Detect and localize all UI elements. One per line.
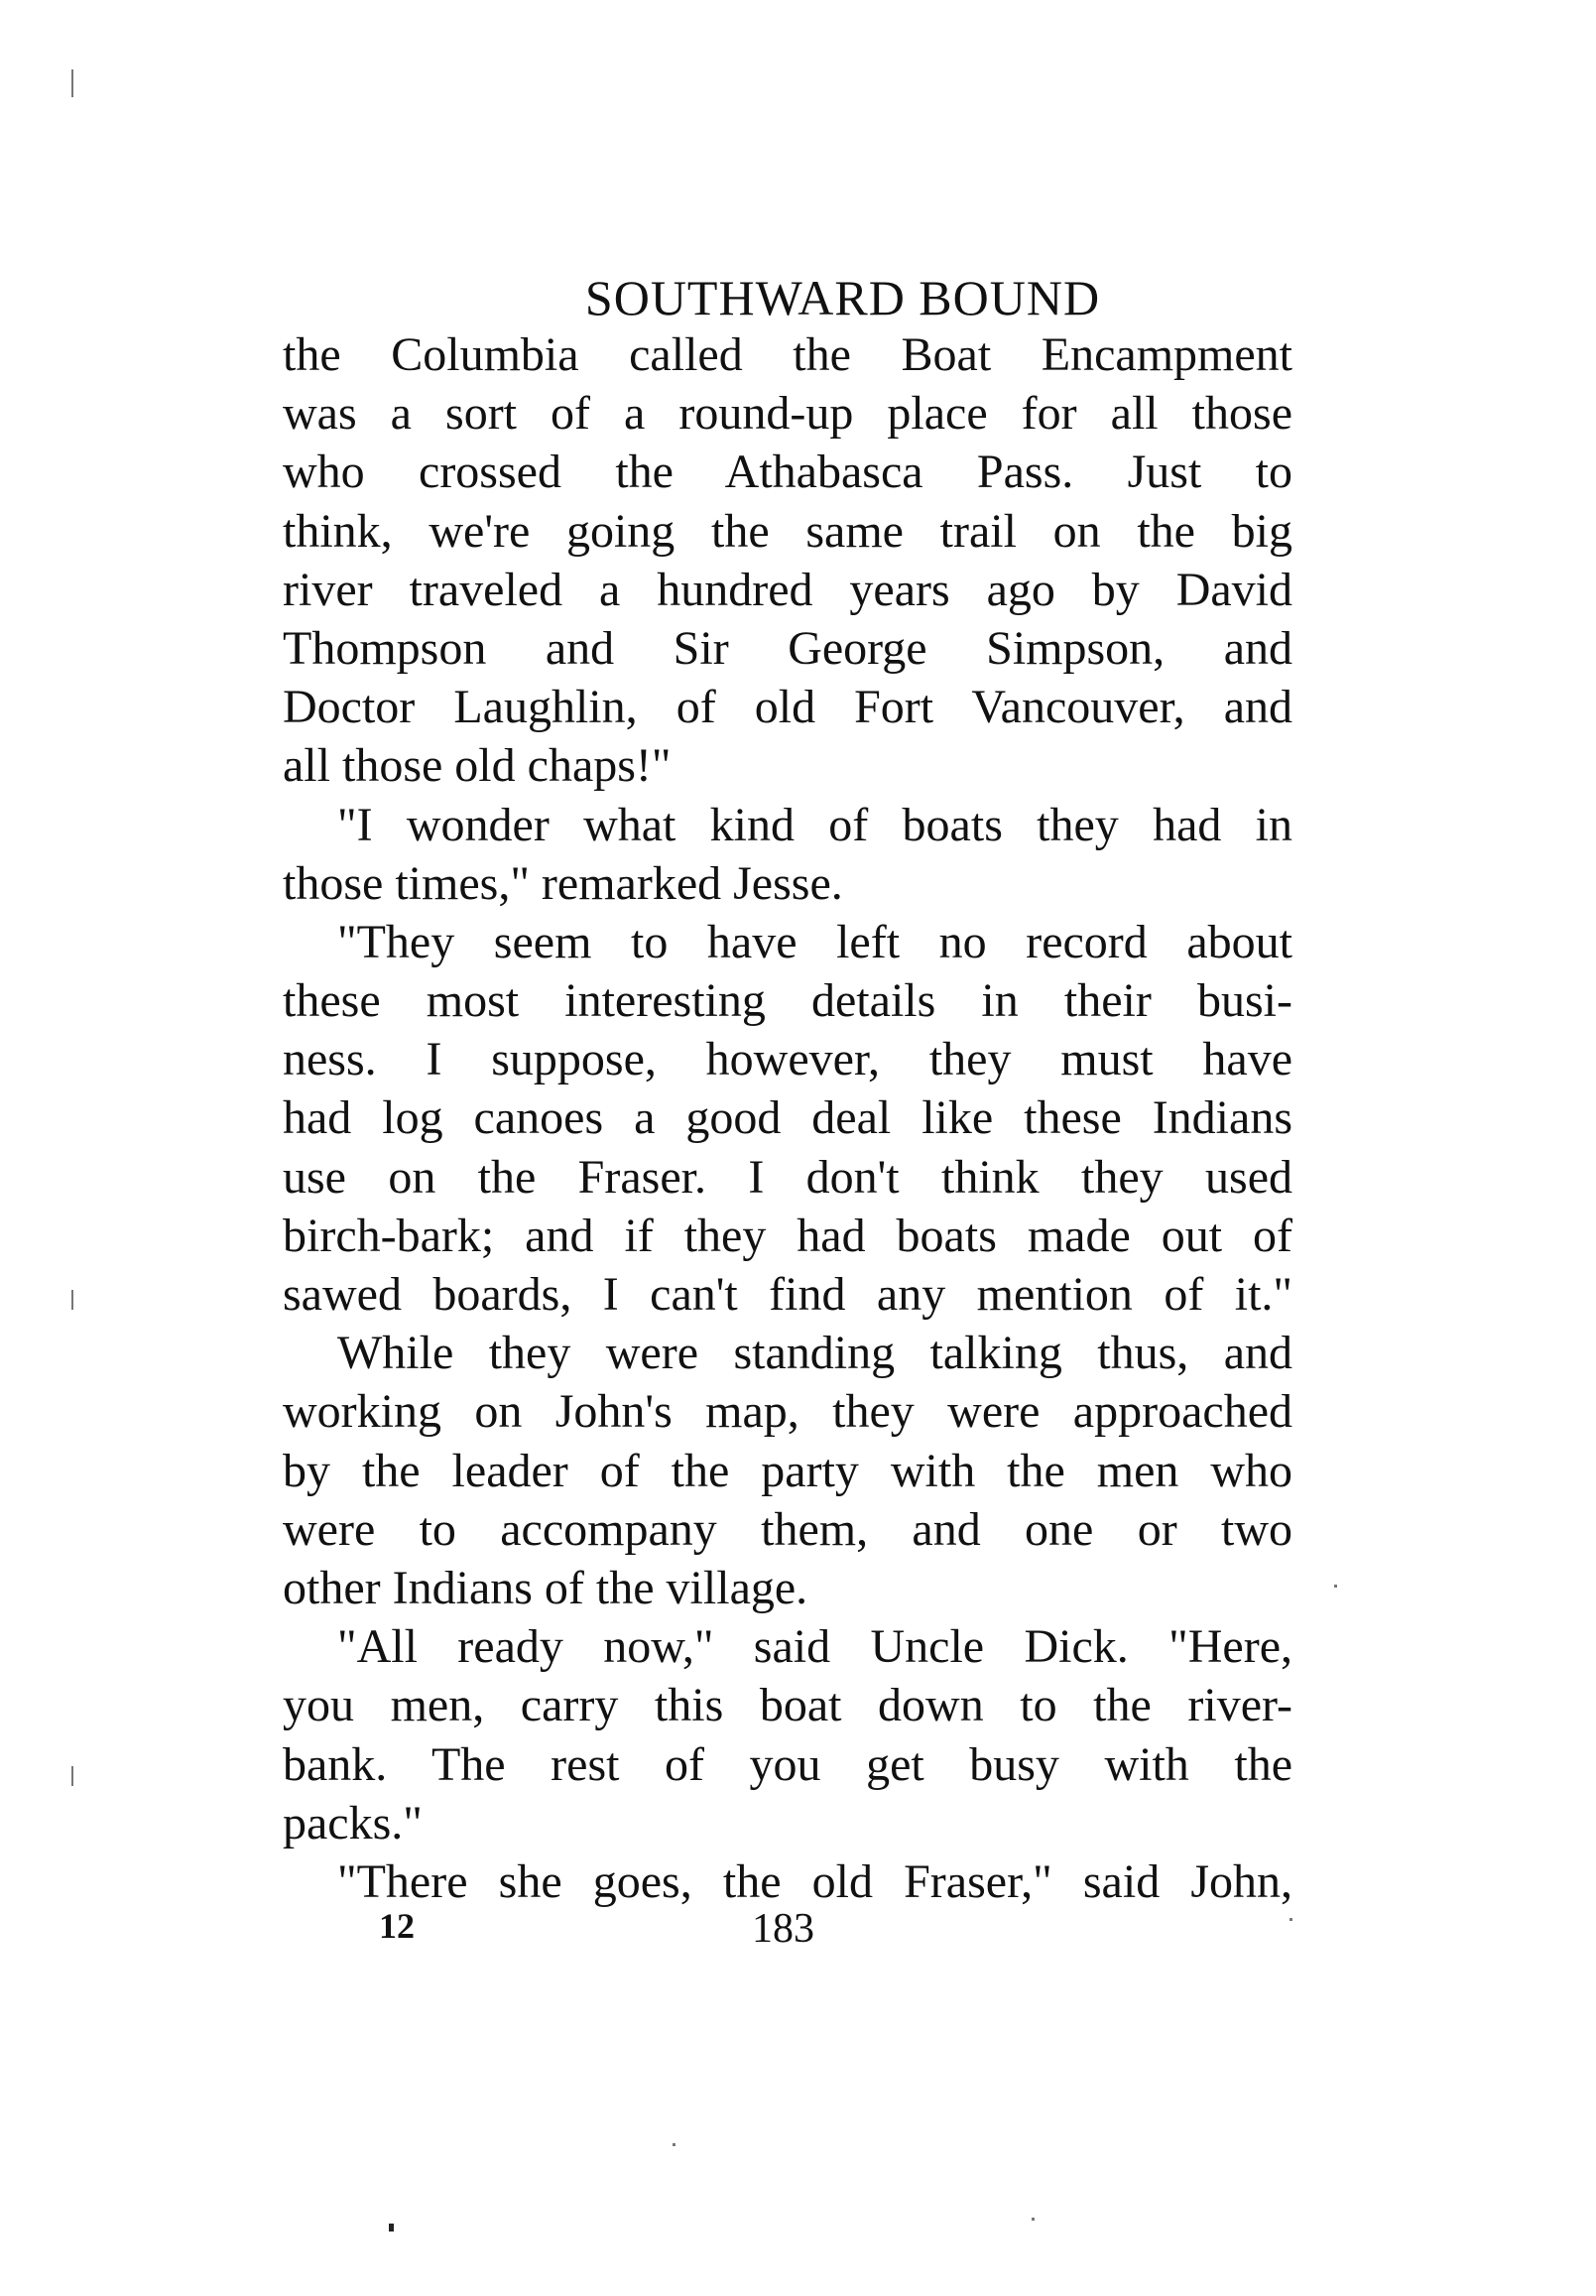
scan-mark bbox=[1289, 1918, 1292, 1921]
text-line: you men, carry this boat down to the river- bbox=[283, 1679, 1292, 1732]
text-line: While they were standing talking thus, and bbox=[337, 1327, 1292, 1380]
running-head-text: SOUTHWARD BOUND bbox=[584, 270, 1101, 325]
text-line: packs." bbox=[283, 1796, 423, 1850]
text-line: "All ready now," said Uncle Dick. "Here, bbox=[337, 1620, 1292, 1674]
text-line: sawed boards, I can't find any mention of it." bbox=[283, 1268, 1292, 1321]
text-line: use on the Fraser. I don't think they used bbox=[283, 1150, 1292, 1204]
scan-mark bbox=[71, 1766, 73, 1786]
scan-mark bbox=[71, 69, 73, 97]
text-line: "They seem to have left no record about bbox=[337, 915, 1292, 968]
body-text bbox=[283, 325, 1292, 1911]
scan-mark bbox=[389, 2224, 394, 2232]
text-line: Doctor Laughlin, of old Fort Vancouver, and bbox=[283, 681, 1292, 734]
running-head bbox=[0, 268, 1596, 327]
text-line: were to accompany them, and one or two bbox=[283, 1502, 1292, 1556]
text-line: "There she goes, the old Fraser," said John, bbox=[337, 1854, 1292, 1908]
page-number: 183 bbox=[752, 1906, 814, 1952]
text-line: river traveled a hundred years ago by David bbox=[283, 563, 1292, 616]
text-line: other Indians of the village. bbox=[283, 1561, 808, 1614]
text-line: bank. The rest of you get busy with the bbox=[283, 1737, 1292, 1791]
text-line: all those old chaps!" bbox=[283, 739, 672, 793]
scan-mark bbox=[1334, 1585, 1337, 1588]
text-line: had log canoes a good deal like these Indians bbox=[283, 1091, 1292, 1145]
text-line: working on John's map, they were approached bbox=[283, 1385, 1292, 1439]
scan-mark bbox=[673, 2143, 675, 2146]
page-footer bbox=[0, 1905, 1596, 1955]
text-line: these most interesting details in their busi- bbox=[283, 974, 1292, 1028]
text-line: by the leader of the party with the men who bbox=[283, 1444, 1292, 1497]
scan-mark bbox=[1032, 2218, 1035, 2221]
signature-mark: 12 bbox=[379, 1906, 415, 1946]
text-line: the Columbia called the Boat Encampment bbox=[283, 328, 1292, 381]
text-line: birch-bark; and if they had boats made out of bbox=[283, 1209, 1292, 1262]
text-line: was a sort of a round-up place for all those bbox=[283, 387, 1292, 441]
text-line: "I wonder what kind of boats they had in bbox=[337, 798, 1292, 851]
text-line: those times," remarked Jesse. bbox=[283, 856, 843, 910]
text-line: who crossed the Athabasca Pass. Just to bbox=[283, 446, 1292, 499]
text-line: Thompson and Sir George Simpson, and bbox=[283, 621, 1292, 675]
text-line: think, we're going the same trail on the big bbox=[283, 504, 1292, 558]
text-line: ness. I suppose, however, they must have bbox=[283, 1033, 1292, 1086]
scan-mark bbox=[71, 1290, 73, 1310]
